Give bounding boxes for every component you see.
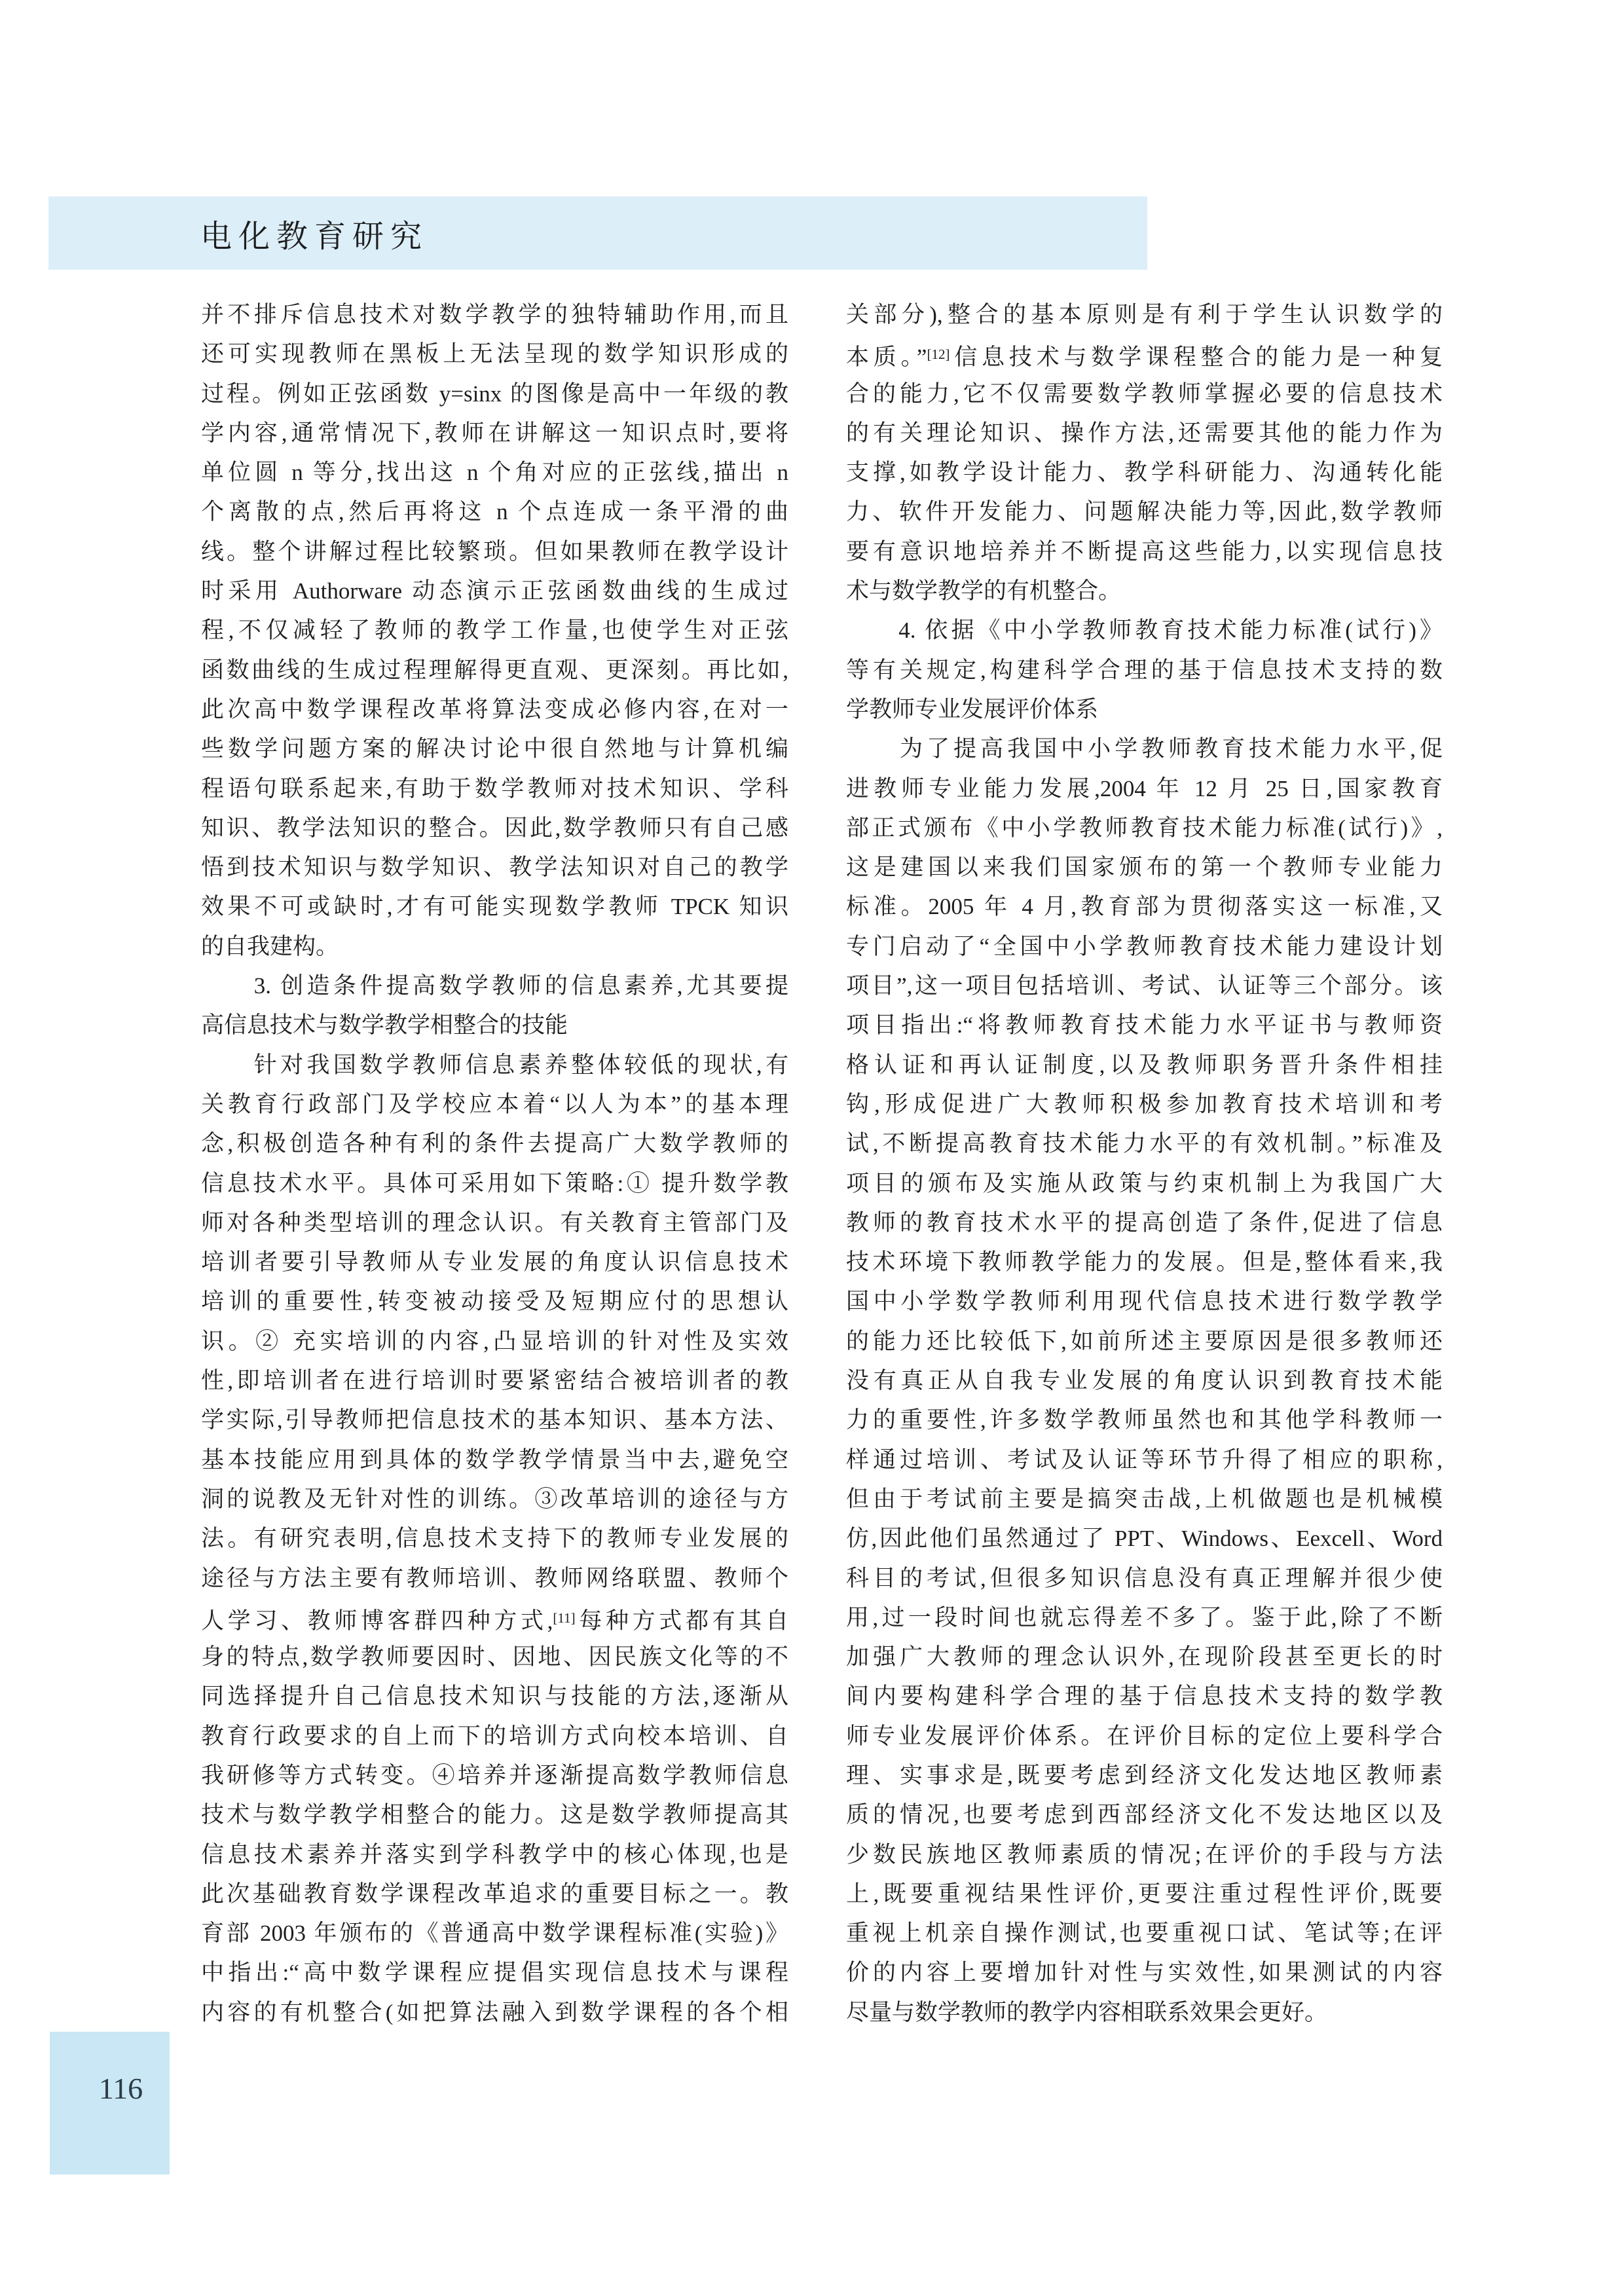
text-line: 少数民族地区教师素质的情况;在评价的手段与方法 [846,1841,1443,1867]
text-line: 项目”,这一项目包括培训、考试、认证等三个部分。该 [846,973,1443,999]
text-line: 师专业发展评价体系。在评价目标的定位上要科学合 [846,1723,1443,1749]
text-line: 国中小学数学教师利用现代信息技术进行数学教学 [846,1289,1443,1315]
text-line: 学内容,通常情况下,教师在讲解这一知识点时,要将 [201,420,788,446]
text-line: 用,过一段时间也就忘得差不多了。鉴于此,除了不断 [846,1604,1443,1630]
text-line: 技术与数学教学相整合的能力。这是数学教师提高其 [201,1802,788,1828]
text-line: 要有意识地培养并不断提高这些能力,以实现信息技 [846,538,1443,564]
footnote-ref: [12] [927,346,950,363]
text-line: 质的情况,也要考虑到西部经济文化不发达地区以及 [846,1802,1443,1828]
text-line: 科目的考试,但很多知识信息没有真正理解并很少使 [846,1565,1443,1591]
footnote-ref: [11] [553,1609,576,1626]
text-line: 的能力还比较低下,如前所述主要原因是很多教师还 [846,1328,1443,1354]
text-line: 线。整个讲解过程比较繁琐。但如果教师在教学设计 [201,538,788,564]
text-line: 培训的重要性,转变被动接受及短期应付的思想认 [201,1289,788,1315]
text-line: 针对我国数学教师信息素养整体较低的现状,有 [201,1052,788,1078]
text-line: 没有真正从自我专业发展的角度认识到教育技术能 [846,1368,1443,1394]
text-line: 培训者要引导教师从专业发展的角度认识信息技术 [201,1249,788,1276]
text-line: 技术环境下教师教学能力的发展。但是,整体看来,我 [846,1249,1443,1276]
text-line: 并不排斥信息技术对数学教学的独特辅助作用,而且 [201,302,788,327]
text-line: 支撑,如教学设计能力、教学科研能力、沟通转化能 [846,460,1443,486]
text-line: 教师的教育技术水平的提高创造了条件,促进了信息 [846,1209,1443,1236]
text-line: 信息技术水平。具体可采用如下策略:① 提升数学教 [201,1170,788,1196]
text-line: 我研修等方式转变。④培养并逐渐提高数学教师信息 [201,1762,788,1788]
text-line: 上,既要重视结果性评价,更要注重过程性评价,既要 [846,1881,1443,1907]
text-line: 教育行政要求的自上而下的培训方式向校本培训、自 [201,1723,788,1749]
text-line: 格认证和再认证制度,以及教师职务晋升条件相挂 [846,1052,1443,1078]
text-line: 时采用 Authorware 动态演示正弦函数曲线的生成过 [201,578,788,604]
text-line: 项目的颁布及实施从政策与约束机制上为我国广大 [846,1170,1443,1196]
text-line: 高信息技术与数学教学相整合的技能 [201,1012,568,1038]
text-line: 理、实事求是,既要考虑到经济文化发达地区教师素 [846,1762,1443,1788]
text-line: 此次基础教育数学课程改革追求的重要目标之一。教 [201,1881,788,1907]
text-line: 识。② 充实培训的内容,凸显培训的针对性及实效 [201,1328,788,1354]
text-line: 的有关理论知识、操作方法,还需要其他的能力作为 [846,420,1443,446]
text-line: 知识、教学法知识的整合。因此,数学教师只有自己感 [201,815,788,841]
text-line: 的自我建构。 [201,933,339,959]
text-line: 合的能力,它不仅需要数学教师掌握必要的信息技术 [846,380,1443,407]
text-line: 术与数学教学的有机整合。 [846,578,1122,604]
text-line: 学教师专业发展评价体系 [846,696,1099,722]
text-line: 函数曲线的生成过程理解得更直观、更深刻。再比如, [201,657,788,683]
text-line: 同选择提升自己信息技术知识与技能的方法,逐渐从 [201,1683,788,1710]
text-line: 试,不断提高教育技术能力水平的有效机制。”标准及 [846,1131,1443,1157]
text-line: 为了提高我国中小学教师教育技术能力水平,促 [846,736,1443,762]
text-line: 仿,因此他们虽然通过了 PPT、Windows、Eexcell、Word [846,1526,1443,1552]
text-column-right [846,295,1443,2032]
journal-title: 电化教育研究 [200,219,429,254]
text-line: 效果不可或缺时,才有可能实现数学教师 TPCK 知识 [201,894,788,920]
text-line: 重视上机亲自操作测试,也要重视口试、笔试等;在评 [846,1920,1443,1947]
text-line: 部正式颁布《中小学教师教育技术能力标准(试行)》, [846,815,1443,841]
text-line: 念,积极创造各种有利的条件去提高广大数学教师的 [201,1131,788,1157]
text-line: 但由于考试前主要是搞突击战,上机做题也是机械模 [846,1486,1443,1512]
text-line: 力的重要性,许多数学教师虽然也和其他学科教师一 [846,1407,1443,1433]
text-line: 本质。”[12]信息技术与数学课程整合的能力是一种复 [846,344,1443,371]
text-line: 些数学问题方案的解决讨论中很自然地与计算机编 [201,736,788,762]
text-line: 专门启动了“全国中小学教师教育技术能力建设计划 [846,933,1443,959]
text-line: 等有关规定,构建科学合理的基于信息技术支持的数 [846,657,1443,683]
text-line: 中指出:“高中数学课程应提倡实现信息技术与课程 [201,1960,788,1986]
text-line: 标准。2005 年 4 月,教育部为贯彻落实这一标准,又 [846,894,1443,920]
text-line: 人学习、教师博客群四种方式,[11]每种方式都有其自 [201,1607,788,1634]
text-line: 性,即培训者在进行培训时要紧密结合被培训者的教 [201,1368,788,1394]
text-line: 价的内容上要增加针对性与实效性,如果测试的内容 [846,1960,1443,1986]
text-line: 育部 2003 年颁布的《普通高中数学课程标准(实验)》 [201,1920,788,1947]
text-column-left [201,295,788,2032]
text-line: 样通过培训、考试及认证等环节升得了相应的职称, [846,1446,1443,1473]
text-line: 项目指出:“将教师教育技术能力水平证书与教师资 [846,1012,1443,1038]
text-line: 力、软件开发能力、问题解决能力等,因此,数学教师 [846,499,1443,525]
text-line: 基本技能应用到具体的数学教学情景当中去,避免空 [201,1446,788,1473]
page-number: 116 [98,2072,143,2105]
text-line: 内容的有机整合(如把算法融入到数学课程的各个相 [201,1999,788,2025]
text-line: 法。有研究表明,信息技术支持下的教师专业发展的 [201,1526,788,1552]
text-line: 此次高中数学课程改革将算法变成必修内容,在对一 [201,696,788,722]
text-line: 4. 依据《中小学教师教育技术能力标准(试行)》 [846,617,1443,644]
page-number-box [50,2032,170,2175]
text-line: 身的特点,数学教师要因时、因地、因民族文化等的不 [201,1644,788,1670]
text-line: 洞的说教及无针对性的训练。③改革培训的途径与方 [201,1486,788,1512]
text-line: 还可实现教师在黑板上无法呈现的数学知识形成的 [201,341,788,367]
text-line: 加强广大教师的理念认识外,在现阶段甚至更长的时 [846,1644,1443,1670]
text-line: 程语句联系起来,有助于数学教师对技术知识、学科 [201,775,788,801]
text-line: 师对各种类型培训的理念认识。有关教育主管部门及 [201,1209,788,1236]
text-line: 悟到技术知识与数学知识、教学法知识对自己的教学 [201,854,788,881]
text-line: 个离散的点,然后再将这 n 个点连成一条平滑的曲 [201,499,788,525]
text-line: 钩,形成促进广大教师积极参加教育技术培训和考 [846,1091,1443,1117]
text-line: 这是建国以来我们国家颁布的第一个教师专业能力 [846,854,1443,881]
text-line: 3. 创造条件提高数学教师的信息素养,尤其要提 [201,973,788,999]
text-line: 程,不仅减轻了教师的教学工作量,也使学生对正弦 [201,617,788,644]
text-line: 途径与方法主要有教师培训、教师网络联盟、教师个 [201,1565,788,1591]
text-line: 间内要构建科学合理的基于信息技术支持的数学教 [846,1683,1443,1710]
text-line: 关部分),整合的基本原则是有利于学生认识数学的 [846,302,1443,327]
text-line: 信息技术素养并落实到学科教学中的核心体现,也是 [201,1841,788,1867]
text-line: 尽量与数学教师的教学内容相联系效果会更好。 [846,1999,1328,2025]
text-line: 单位圆 n 等分,找出这 n 个角对应的正弦线,描出 n [201,460,788,486]
journal-header-bar [48,196,1147,270]
text-line: 进教师专业能力发展,2004 年 12 月 25 日,国家教育 [846,775,1443,801]
text-line: 过程。例如正弦函数 y=sinx 的图像是高中一年级的教 [201,380,788,407]
text-line: 关教育行政部门及学校应本着“以人为本”的基本理 [201,1091,788,1117]
text-line: 学实际,引导教师把信息技术的基本知识、基本方法、 [201,1407,788,1433]
